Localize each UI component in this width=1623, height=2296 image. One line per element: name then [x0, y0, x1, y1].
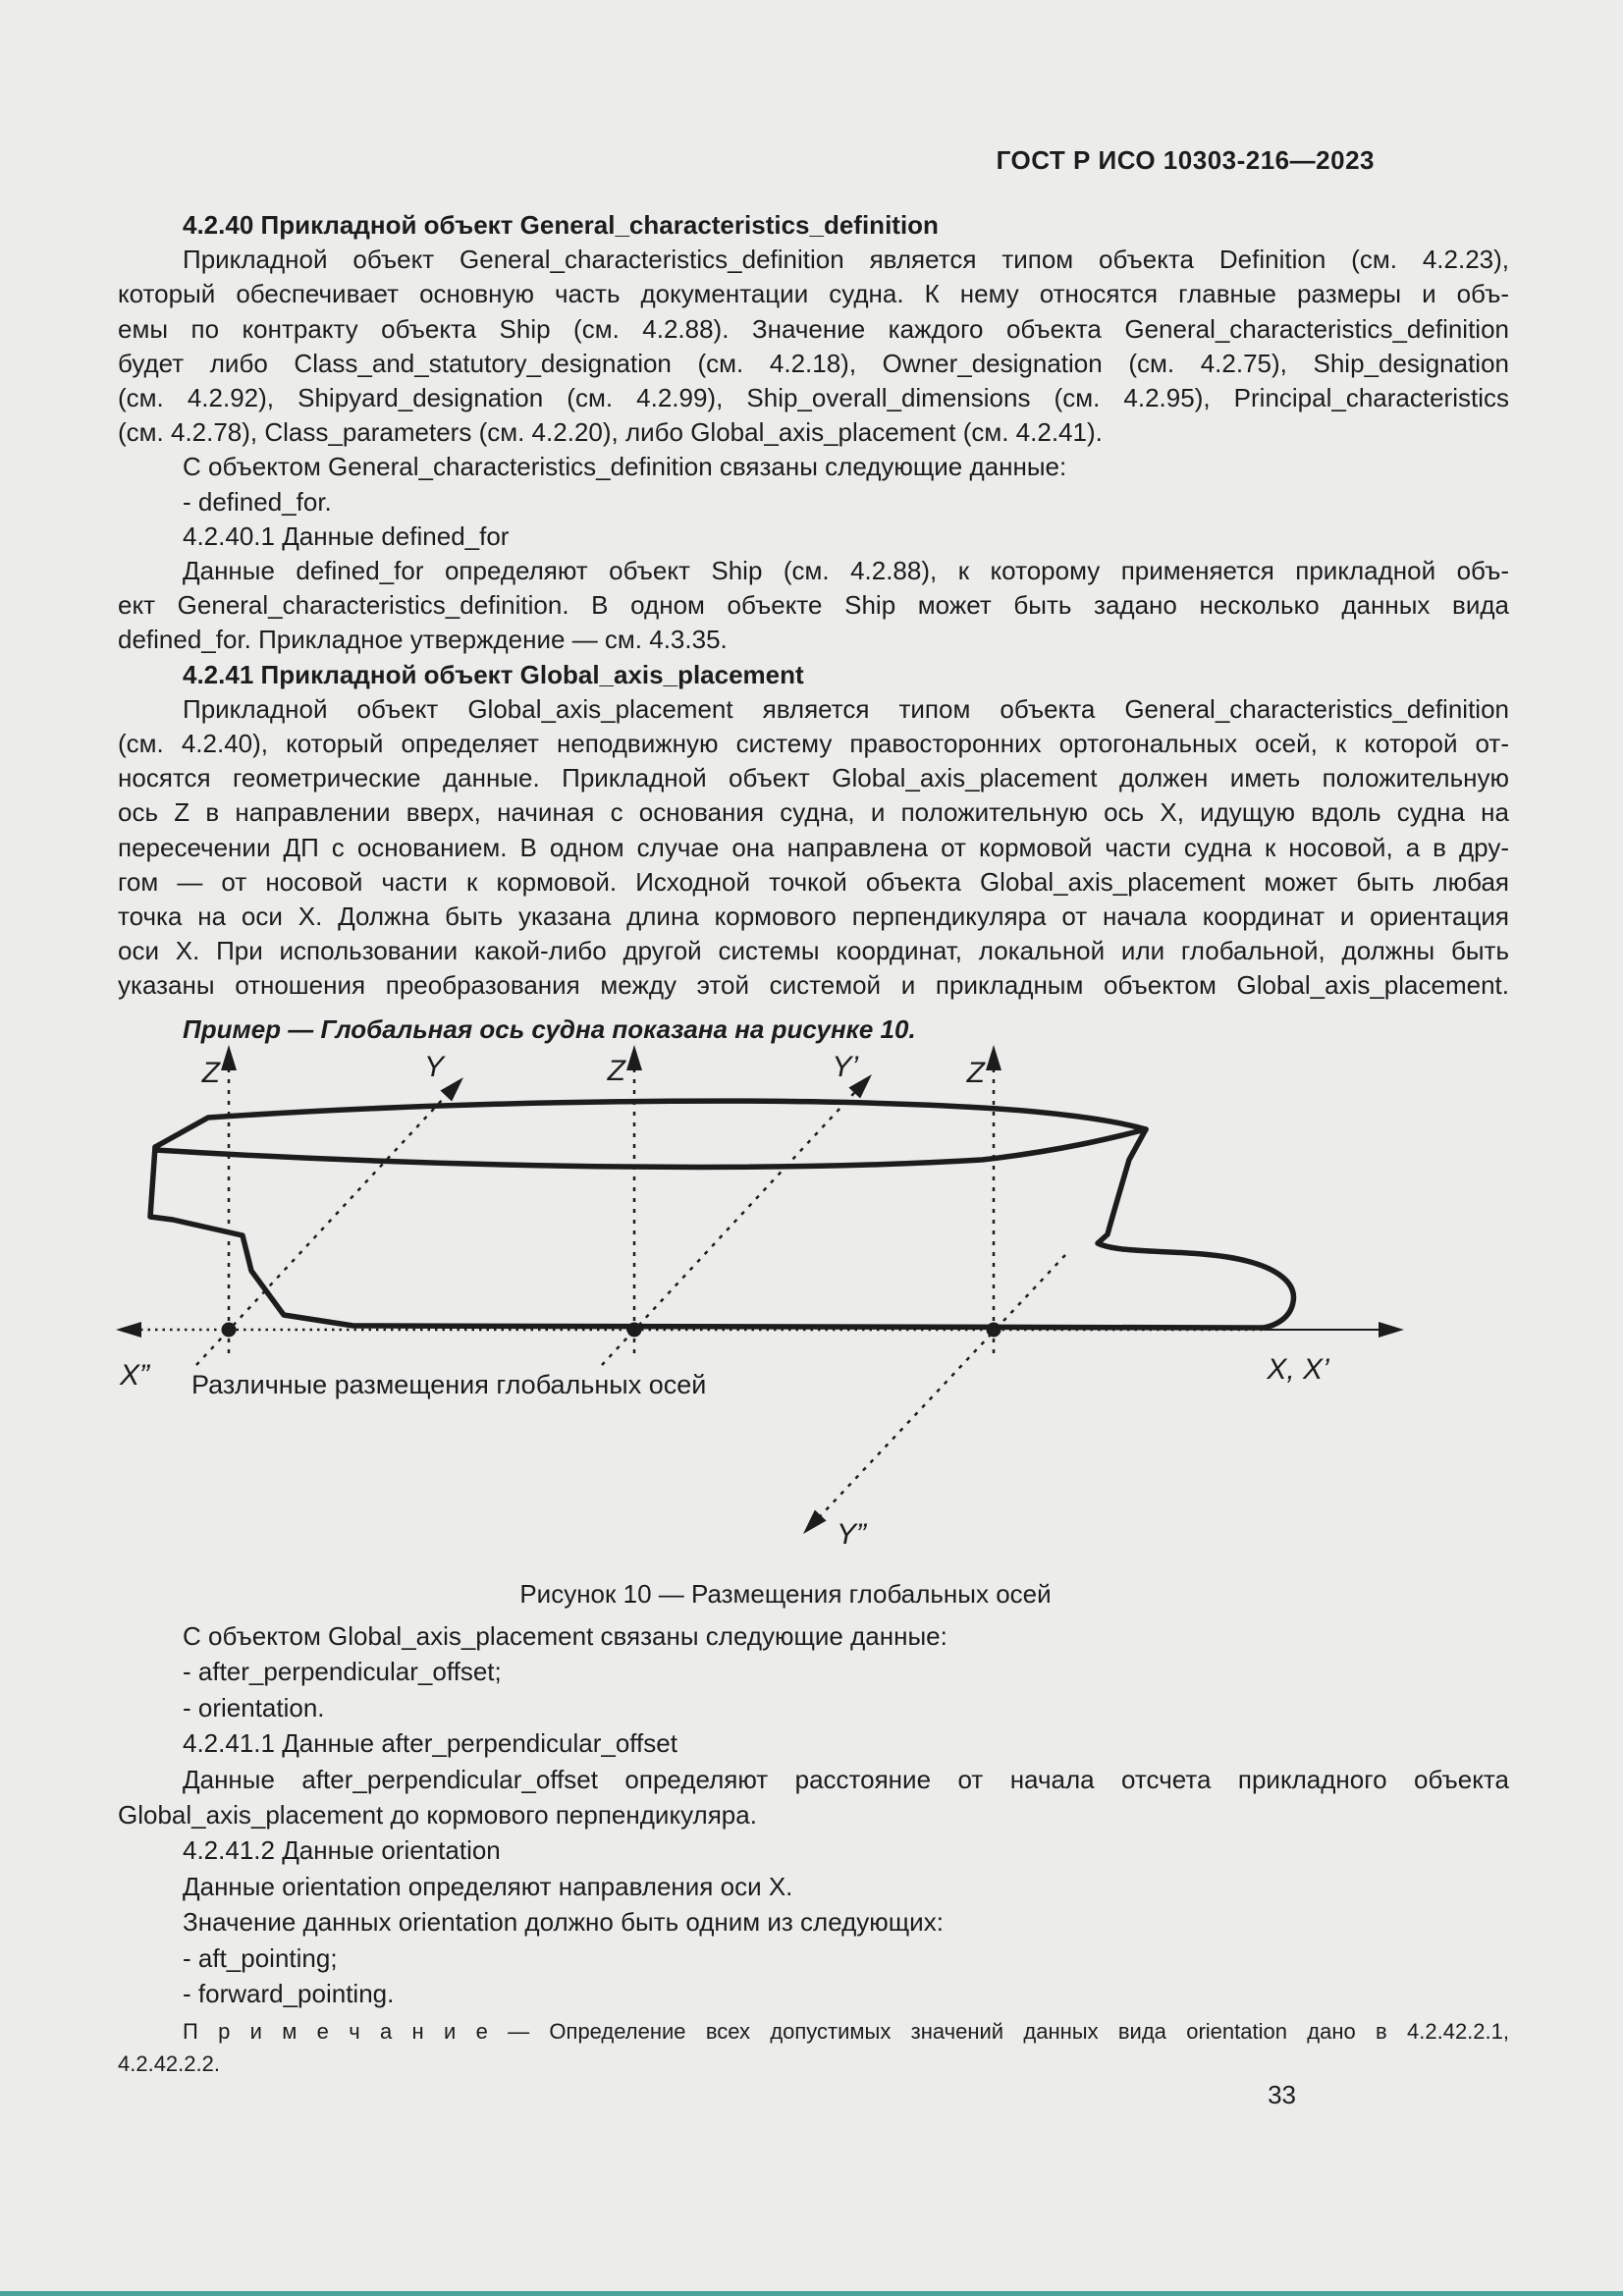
paragraph-line: пересечении ДП с основанием. В одном случае она направлена от кормовой части судна к носовой, а в дру-	[118, 832, 1509, 862]
ship-stern-keel-line	[150, 1147, 1265, 1328]
z1-arrowhead	[221, 1045, 237, 1070]
figure-ship-global-axes	[0, 1021, 1623, 1611]
paragraph-line: defined_for. Прикладное утверждение — см. 4.3.35.	[118, 625, 728, 655]
section-heading-4240: 4.2.40 Прикладной объект General_characteristics_definition	[183, 210, 939, 240]
paragraph-line: носятся геометрические данные. Прикладной объект Global_axis_placement должен иметь положительную	[118, 763, 1509, 793]
paragraph-line: будет либо Class_and_statutory_designation (см. 4.2.18), Owner_designation (см. 4.2.75), Ship_designation	[118, 348, 1509, 378]
paragraph-line: Данные after_perpendicular_offset определяют расстояние от начала отсчета прикладного объекта	[183, 1764, 1509, 1794]
section-heading-42412: 4.2.41.2 Данные orientation	[183, 1835, 501, 1866]
section-heading-42401: 4.2.40.1 Данные defined_for	[183, 520, 510, 551]
paragraph-line: ось Z в направлении вверх, начиная с основания судна, и положительную ось X, идущую вдоль судна на	[118, 797, 1509, 828]
z1-axis-label: Z	[201, 1057, 220, 1089]
related-data-line: С объектом General_characteristics_definition связаны следующие данные:	[183, 452, 1067, 482]
note-block	[118, 2015, 1509, 2080]
y2-axis-line	[602, 1080, 866, 1365]
paragraph-line: оси X. При использовании какой-либо другой системы координат, локальной или глобальной, должны быть	[118, 936, 1509, 966]
page-number: 33	[1268, 2080, 1296, 2109]
note-line: П р и м е ч а н и е — Определение всех допустимых значений данных вида orientation дано в 4.2.42.2.1,	[183, 2019, 1509, 2044]
origin-dot-1	[222, 1323, 237, 1338]
paragraph-line: Прикладной объект General_characteristics_definition является типом объекта Definition (см. 4.2.23),	[183, 245, 1509, 275]
ship-bow-bulb-line	[1098, 1129, 1293, 1328]
figure-annotation: Различные размещения глобальных осей	[191, 1370, 707, 1399]
paragraph-line: Данные defined_for определяют объект Ship (см. 4.2.88), к которому применяется прикладной объ-	[183, 556, 1509, 586]
y3-axis-label: Y”	[837, 1518, 866, 1551]
paragraph-line: емы по контракту объекта Ship (см. 4.2.88). Значение каждого объекта General_characteristics_definition	[118, 313, 1509, 344]
z2-axis-label: Z	[607, 1055, 625, 1087]
y2-axis-label: Y’	[832, 1051, 858, 1083]
section-heading-42411: 4.2.41.1 Данные after_perpendicular_offset	[183, 1728, 677, 1759]
list-item: - orientation.	[183, 1692, 325, 1722]
y1-axis-label: Y	[423, 1051, 444, 1083]
note-line: 4.2.42.2.2.	[118, 2051, 220, 2076]
example-line: Пример — Глобальная ось судна показана на рисунке 10.	[183, 1013, 916, 1044]
paragraph-line: Global_axis_placement до кормового перпендикуляра.	[118, 1800, 757, 1831]
x-right-axis-label: X, X’	[1267, 1353, 1329, 1386]
paragraph-line: ект General_characteristics_definition. В одном объекте Ship может быть задано несколько данных вида	[118, 590, 1509, 621]
related-data-line: С объектом Global_axis_placement связаны следующие данные:	[183, 1621, 947, 1651]
paragraph-line: (см. 4.2.78), Class_parameters (см. 4.2.20), либо Global_axis_placement (см. 4.2.41).	[118, 417, 1103, 448]
ship-deck-line	[155, 1101, 1146, 1147]
post-figure-text-block	[118, 1618, 1509, 2011]
paragraph-line: Значение данных orientation должно быть одним из следующих:	[183, 1907, 944, 1938]
paragraph-line: точка на оси X. Должна быть указана длина кормового перпендикуляра от начала координат и ориентация	[118, 902, 1509, 932]
x-axis-right-arrowhead	[1379, 1322, 1404, 1338]
x-axis-left-arrowhead	[116, 1322, 141, 1338]
paragraph-line: гом — от носовой части к кормовой. Исходной точкой объекта Global_axis_placement может быть любая	[118, 866, 1509, 897]
paragraph-line: (см. 4.2.40), который определяет неподвижную систему правосторонних ортогональных осей, к которой от-	[118, 729, 1509, 759]
z2-arrowhead	[626, 1045, 642, 1070]
bottom-edge-strip	[0, 2291, 1623, 2296]
z3-arrowhead	[986, 1045, 1001, 1070]
y1-arrowhead	[440, 1072, 468, 1102]
figure-caption: Рисунок 10 — Размещения глобальных осей	[519, 1579, 1052, 1609]
list-item: - aft_pointing;	[183, 1942, 338, 1973]
paragraph-line: который обеспечивает основную часть документации судна. К нему относятся главные размеры и объ-	[118, 279, 1509, 309]
paragraph-line: (см. 4.2.92), Shipyard_designation (см. 4.2.99), Ship_overall_dimensions (см. 4.2.95), Principal_characteristics	[118, 383, 1509, 413]
paragraph-line: указаны отношения преобразования между этой системой и прикладным объектом Global_axis_placement.	[118, 970, 1509, 1001]
y3-axis-line	[809, 1255, 1065, 1528]
section-heading-4241: 4.2.41 Прикладной объект Global_axis_placement	[183, 659, 804, 689]
paragraph-line: Данные orientation определяют направления оси X.	[183, 1871, 793, 1901]
paragraph-line: Прикладной объект Global_axis_placement является типом объекта General_characteristics_definition	[183, 693, 1509, 724]
main-text-block	[118, 208, 1509, 1047]
x-left-axis-label: X”	[120, 1359, 149, 1392]
z3-axis-label: Z	[966, 1057, 985, 1089]
list-item: - after_perpendicular_offset;	[183, 1657, 502, 1687]
list-item: - forward_pointing.	[183, 1979, 395, 2009]
document-header: ГОСТ Р ИСО 10303-216—2023	[996, 145, 1375, 175]
ship-sheer-line	[155, 1129, 1146, 1167]
y3-arrowhead	[797, 1510, 826, 1540]
list-item: - defined_for.	[183, 486, 332, 517]
